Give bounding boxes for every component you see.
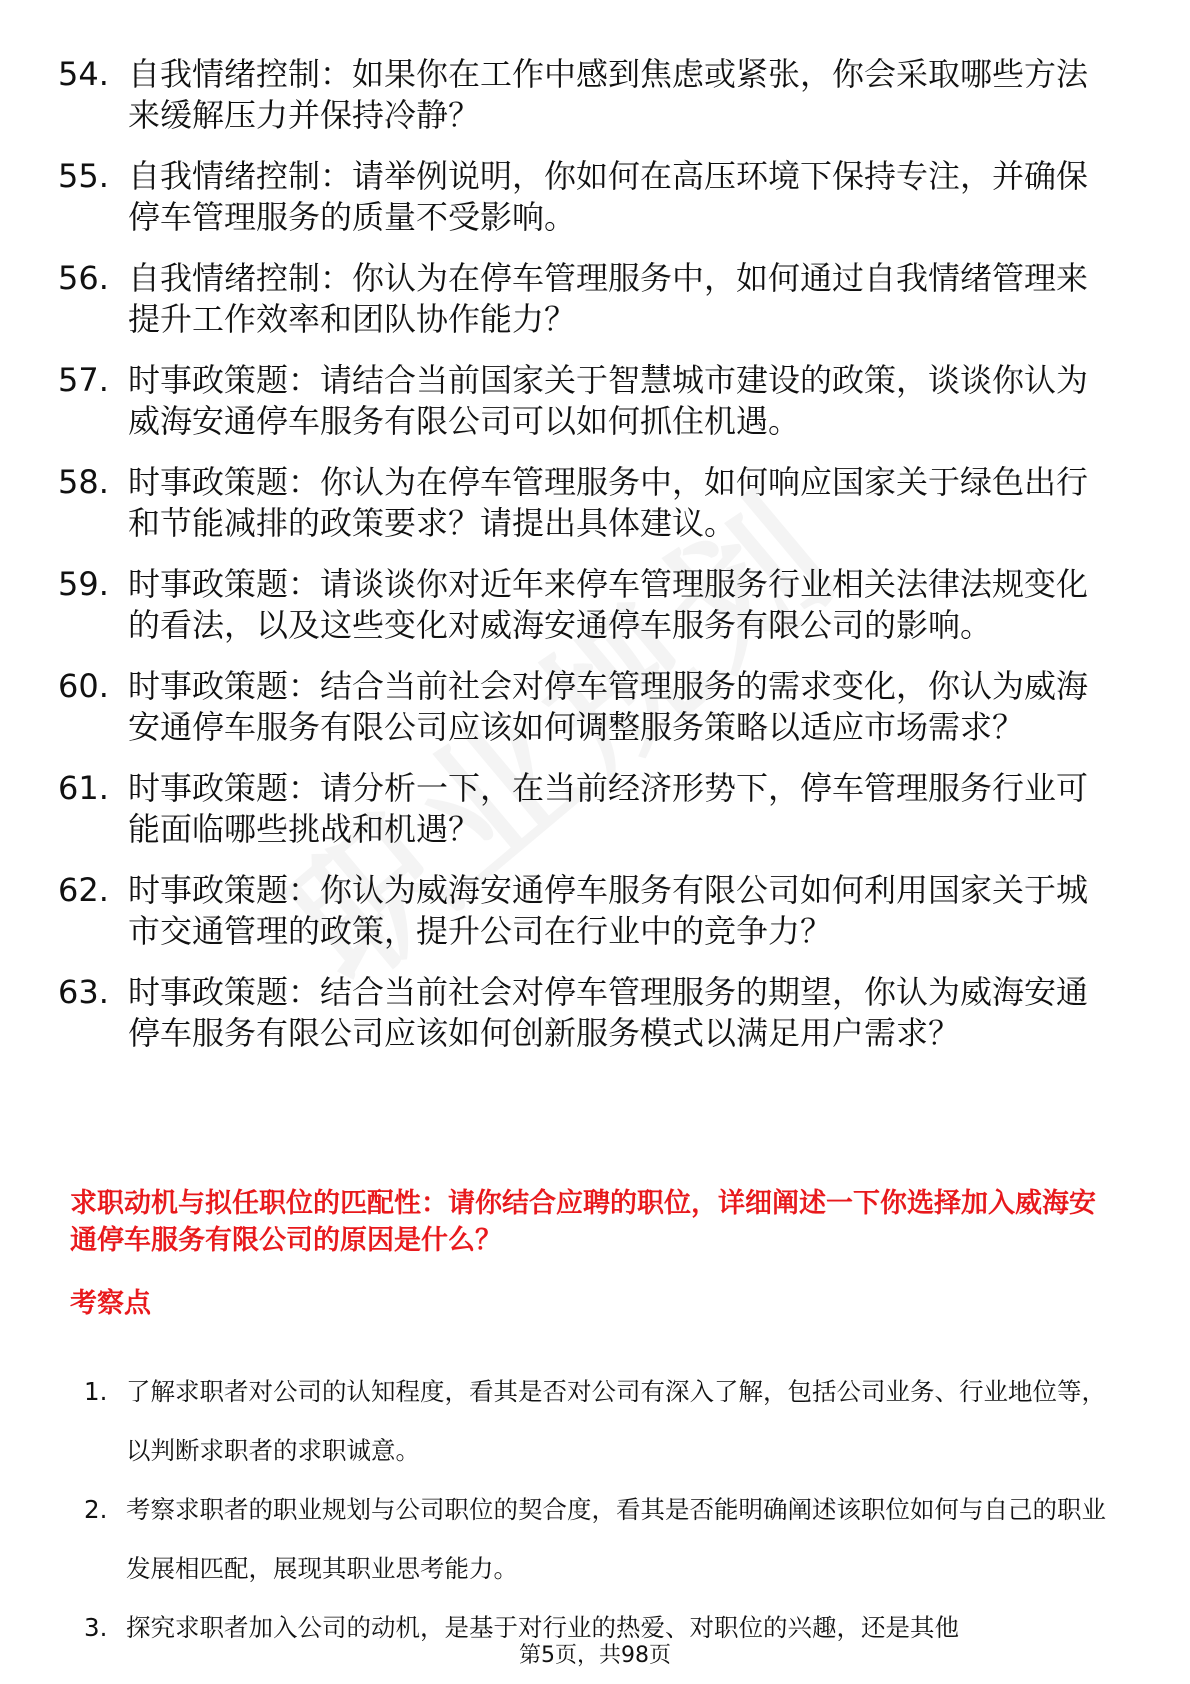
section-heading: 求职动机与拟任职位的匹配性：请你结合应聘的职位，详细阐述一下你选择加入威海安通停车服务有限公司的原因是什么？	[70, 1188, 1096, 1256]
question-item	[58, 972, 1118, 1054]
point-item	[84, 1362, 1124, 1480]
question-item	[58, 564, 1118, 646]
page-footer: 第5页，共98页	[519, 1643, 671, 1668]
point-text: 探究求职者加入公司的动机，是基于对行业的热爱、对职位的兴趣，还是其他	[126, 1613, 959, 1642]
question-item	[58, 258, 1118, 340]
question-number: 61.	[58, 769, 109, 807]
question-number: 60.	[58, 667, 109, 705]
point-text: 了解求职者对公司的认知程度，看其是否对公司有深入了解，包括公司业务、行业地位等，以判断求职者的求职诚意。	[126, 1377, 1106, 1465]
question-number: 56.	[58, 259, 109, 297]
point-number: 3.	[84, 1613, 108, 1642]
question-item	[58, 360, 1118, 442]
point-text: 考察求职者的职业规划与公司职位的契合度，看其是否能明确阐述该职位如何与自己的职业发展相匹配，展现其职业思考能力。	[126, 1495, 1106, 1583]
question-item	[58, 462, 1118, 544]
question-number: 57.	[58, 361, 109, 399]
question-number: 58.	[58, 463, 109, 501]
points-label: 考察点	[70, 1288, 151, 1319]
question-text: 时事政策题：请谈谈你对近年来停车管理服务行业相关法律法规变化的看法，以及这些变化对威海安通停车服务有限公司的影响。	[128, 565, 1089, 644]
points-list	[84, 1362, 1124, 1657]
question-item	[58, 666, 1118, 748]
question-item	[58, 156, 1118, 238]
question-number: 63.	[58, 973, 109, 1011]
point-number: 2.	[84, 1495, 108, 1524]
question-text: 时事政策题：你认为在停车管理服务中，如何响应国家关于绿色出行和节能减排的政策要求？请提出具体建议。	[128, 463, 1089, 542]
question-list	[58, 54, 1118, 1074]
question-item	[58, 768, 1118, 850]
question-text: 时事政策题：请分析一下，在当前经济形势下，停车管理服务行业可能面临哪些挑战和机遇？	[128, 769, 1089, 848]
question-text: 自我情绪控制：请举例说明，你如何在高压环境下保持专注，并确保停车管理服务的质量不受影响。	[128, 157, 1089, 236]
question-number: 59.	[58, 565, 109, 603]
question-item	[58, 54, 1118, 136]
question-number: 62.	[58, 871, 109, 909]
question-number: 55.	[58, 157, 109, 195]
point-number: 1.	[84, 1377, 108, 1406]
question-text: 时事政策题：结合当前社会对停车管理服务的需求变化，你认为威海安通停车服务有限公司应该如何调整服务策略以适应市场需求？	[128, 667, 1089, 746]
question-number: 54.	[58, 55, 109, 93]
question-text: 自我情绪控制：如果你在工作中感到焦虑或紧张，你会采取哪些方法来缓解压力并保持冷静？	[128, 55, 1089, 134]
question-text: 时事政策题：你认为威海安通停车服务有限公司如何利用国家关于城市交通管理的政策，提升公司在行业中的竞争力？	[128, 871, 1089, 950]
point-item	[84, 1480, 1124, 1598]
question-item	[58, 870, 1118, 952]
question-text: 自我情绪控制：你认为在停车管理服务中，如何通过自我情绪管理来提升工作效率和团队协作能力？	[128, 259, 1089, 338]
question-text: 时事政策题：请结合当前国家关于智慧城市建设的政策，谈谈你认为威海安通停车服务有限公司可以如何抓住机遇。	[128, 361, 1089, 440]
question-text: 时事政策题：结合当前社会对停车管理服务的期望，你认为威海安通停车服务有限公司应该如何创新服务模式以满足用户需求？	[128, 973, 1089, 1052]
